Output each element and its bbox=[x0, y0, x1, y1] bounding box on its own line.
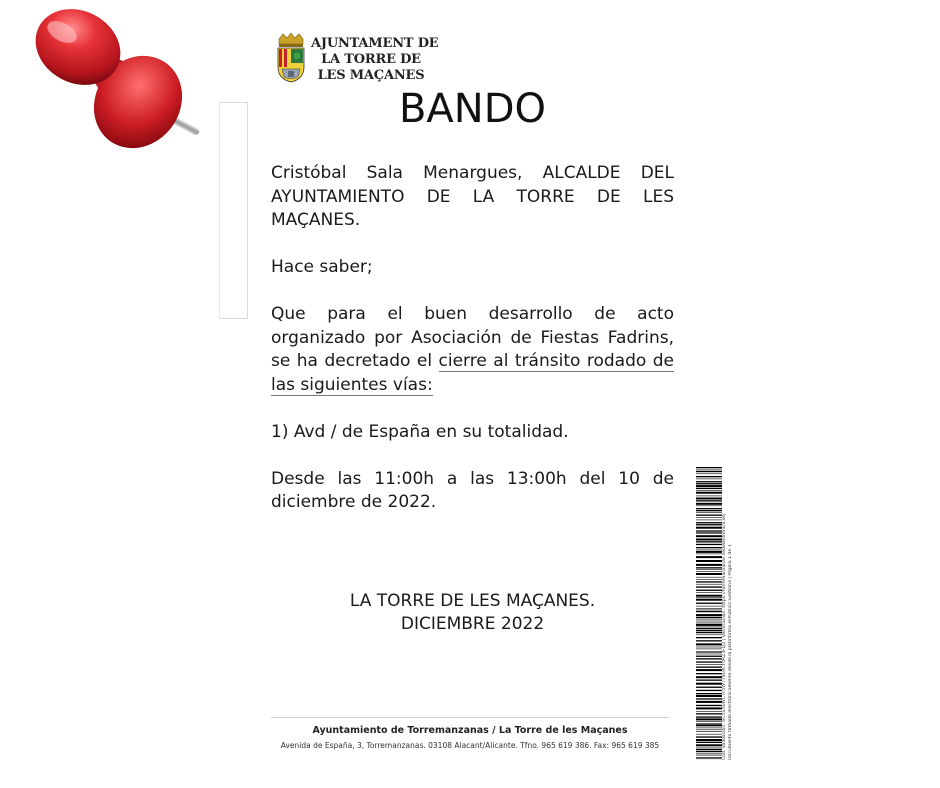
barcode-bar bbox=[696, 590, 722, 591]
barcode-bar bbox=[696, 716, 722, 717]
barcode-bar bbox=[696, 530, 722, 531]
barcode-bar bbox=[696, 524, 722, 525]
barcode-bar bbox=[696, 500, 722, 501]
barcode-bar bbox=[696, 628, 722, 629]
barcode-bar bbox=[696, 506, 722, 507]
barcode-bar bbox=[696, 623, 722, 624]
town-hall-name bbox=[311, 36, 439, 84]
barcode-bar bbox=[696, 573, 722, 575]
barcode-bar bbox=[696, 567, 722, 568]
barcode-bar bbox=[696, 579, 722, 580]
barcode-bar bbox=[696, 488, 722, 489]
barcode-bar bbox=[696, 630, 722, 631]
verification-line-1: Cód. Validación: 6C5S5SWC7F5W7T9LRCY0RZ3FQ2 | Verificación: https://torremanzanas.sedelectronica.es/ bbox=[722, 513, 727, 760]
barcode-bar bbox=[696, 656, 722, 657]
barcode-bar bbox=[696, 757, 722, 758]
barcode-bar bbox=[696, 621, 722, 622]
barcode-bar bbox=[696, 736, 722, 737]
document-title: BANDO bbox=[398, 86, 546, 132]
barcode-bar bbox=[696, 742, 722, 743]
barcode-bar bbox=[696, 467, 722, 468]
barcode-bar bbox=[696, 624, 722, 626]
barcode-bar bbox=[696, 471, 722, 472]
barcode-bar bbox=[696, 503, 722, 505]
barcode-bar bbox=[696, 730, 722, 731]
barcode-bar bbox=[696, 661, 722, 662]
barcode-bar bbox=[696, 610, 722, 611]
barcode-bar bbox=[696, 547, 722, 548]
barcode-bar bbox=[696, 527, 722, 529]
barcode-bar bbox=[696, 508, 722, 509]
announce-paragraph: Hace saber; bbox=[271, 257, 373, 277]
barcode-bar bbox=[696, 637, 722, 638]
barcode-bar bbox=[696, 695, 722, 697]
barcode-bar bbox=[696, 658, 722, 659]
barcode-bar bbox=[696, 723, 722, 724]
sign-place: LA TORRE DE LES MAÇANES. bbox=[349, 591, 596, 611]
decree-text: Que para el buen desarrollo de acto organizado por Asociación de Fiestas Fadrins, se ha decretado el bbox=[271, 304, 674, 371]
footer-address: Avenida de España, 3, Torremanzanas. 03108 Alacant/Alicante. Tfno. 965 619 386. Fax: 965 619 385 bbox=[280, 741, 660, 750]
barcode-bar bbox=[696, 597, 722, 598]
barcode-bar bbox=[696, 569, 722, 570]
barcode-bar bbox=[696, 635, 722, 636]
barcode-bar bbox=[696, 676, 722, 678]
barcode-bar bbox=[696, 531, 722, 532]
barcode-bar bbox=[696, 647, 722, 648]
document-body bbox=[271, 162, 674, 538]
barcode-bar bbox=[696, 539, 722, 541]
barcode-bar bbox=[696, 711, 722, 712]
barcode-bar bbox=[696, 701, 722, 703]
barcode-bar bbox=[696, 683, 722, 685]
barcode-bar bbox=[696, 705, 722, 706]
barcode-bar bbox=[696, 564, 722, 566]
barcode-bar bbox=[696, 470, 722, 471]
barcode-bar bbox=[696, 496, 722, 497]
barcode-bar bbox=[696, 533, 722, 534]
barcode-bar bbox=[696, 728, 722, 729]
barcode-bar bbox=[696, 512, 722, 513]
barcode-bar bbox=[696, 599, 722, 601]
barcode-bar bbox=[696, 649, 722, 650]
barcode-bar bbox=[696, 490, 722, 491]
barcode-bar bbox=[696, 522, 722, 523]
barcode-bar bbox=[696, 724, 722, 726]
barcode-bar bbox=[696, 550, 722, 551]
intro-paragraph: Cristóbal Sala Menargues, ALCALDE DEL AYUNTAMIENTO DE LA TORRE DE LES MAÇANES. bbox=[271, 163, 674, 230]
barcode-bar bbox=[696, 693, 722, 694]
barcode-bar bbox=[696, 551, 722, 553]
barcode-bar bbox=[696, 687, 722, 688]
barcode-bar bbox=[696, 749, 722, 750]
barcode-bar bbox=[696, 541, 722, 542]
verification-text bbox=[722, 467, 744, 760]
barcode-bar bbox=[696, 632, 722, 633]
signature-block bbox=[271, 590, 674, 636]
barcode-bar bbox=[696, 698, 722, 699]
town-name-line-2: LA TORRE DE bbox=[321, 52, 421, 67]
barcode-bar bbox=[696, 611, 722, 612]
street-paragraph: 1) Avd / de España en su totalidad. bbox=[271, 421, 569, 442]
side-frame bbox=[219, 102, 248, 319]
barcode-bar bbox=[696, 584, 722, 585]
barcode-bar bbox=[696, 476, 722, 477]
barcode-bar bbox=[696, 614, 722, 616]
barcode-bar bbox=[696, 748, 722, 749]
barcode-bar bbox=[696, 483, 722, 484]
barcode-bar bbox=[696, 713, 722, 714]
barcode-bar bbox=[696, 654, 722, 655]
barcode-bar bbox=[696, 520, 722, 521]
verification-line-2: Documento firmado electrónicamente desde la plataforma esPublico Gestiona | Página 1 de 1 bbox=[727, 544, 733, 760]
barcode-bar bbox=[696, 492, 722, 494]
barcode-bar bbox=[696, 721, 722, 722]
barcode-bar bbox=[696, 651, 722, 652]
barcode-bar bbox=[696, 556, 722, 558]
barcode-bar bbox=[696, 627, 722, 628]
barcode-bar bbox=[696, 586, 722, 587]
barcode-bar bbox=[696, 707, 722, 709]
barcode-bar bbox=[696, 667, 722, 668]
barcode-bar bbox=[696, 619, 722, 620]
barcode-bar bbox=[696, 690, 722, 691]
barcode-bar bbox=[696, 554, 722, 555]
barcode-bar bbox=[696, 498, 722, 500]
barcode-bar bbox=[696, 640, 722, 641]
town-name-line-3: LES MAÇANES bbox=[317, 68, 425, 83]
red-pushpin-icon bbox=[18, 2, 208, 157]
barcode-bar bbox=[696, 560, 722, 562]
barcode-bar bbox=[696, 680, 722, 681]
footer-name: Ayuntamiento de Torremanzanas / La Torre de les Maçanes bbox=[312, 725, 628, 736]
barcode-bar bbox=[696, 479, 722, 480]
barcode-bar bbox=[696, 581, 722, 582]
barcode-bar bbox=[696, 485, 722, 487]
decree-highlight: cierre al tránsito rodado de las siguientes vías: bbox=[271, 351, 674, 395]
schedule-paragraph: Desde las 11:00h a las 13:00h del 10 de diciembre de 2022. bbox=[271, 468, 674, 512]
barcode-bar bbox=[696, 544, 722, 545]
town-name-line-1: AJUNTAMENT DE bbox=[311, 36, 439, 51]
barcode-bar bbox=[696, 673, 722, 674]
barcode-bar bbox=[696, 517, 722, 518]
barcode-bar bbox=[696, 595, 722, 597]
barcode-bar bbox=[696, 652, 722, 653]
barcode-bar bbox=[696, 571, 722, 572]
barcode-bar bbox=[696, 474, 722, 475]
barcode-bar bbox=[696, 535, 722, 537]
barcode-bar bbox=[696, 751, 722, 752]
sign-date: DICIEMBRE 2022 bbox=[400, 614, 545, 634]
barcode-bar bbox=[696, 734, 722, 735]
barcode bbox=[696, 467, 722, 760]
barcode-bar bbox=[696, 744, 722, 746]
municipal-crest-icon bbox=[274, 33, 308, 83]
barcode-bar bbox=[696, 603, 722, 604]
barcode-bar bbox=[696, 606, 722, 607]
barcode-bar bbox=[696, 731, 722, 732]
barcode-bar bbox=[696, 755, 722, 756]
footer-divider bbox=[271, 717, 669, 718]
barcode-bar bbox=[696, 669, 722, 671]
barcode-bar bbox=[696, 515, 722, 516]
barcode-bar bbox=[696, 510, 722, 511]
barcode-bar bbox=[696, 608, 722, 609]
barcode-bar bbox=[696, 617, 722, 618]
barcode-bar bbox=[696, 643, 722, 645]
barcode-bar bbox=[696, 739, 722, 741]
barcode-bar bbox=[696, 718, 722, 720]
decree-paragraph bbox=[271, 303, 674, 397]
barcode-bar bbox=[696, 481, 722, 482]
barcode-bar bbox=[696, 664, 722, 665]
barcode-bar bbox=[696, 592, 722, 593]
barcode-bar bbox=[696, 577, 722, 578]
barcode-bar bbox=[696, 754, 722, 755]
